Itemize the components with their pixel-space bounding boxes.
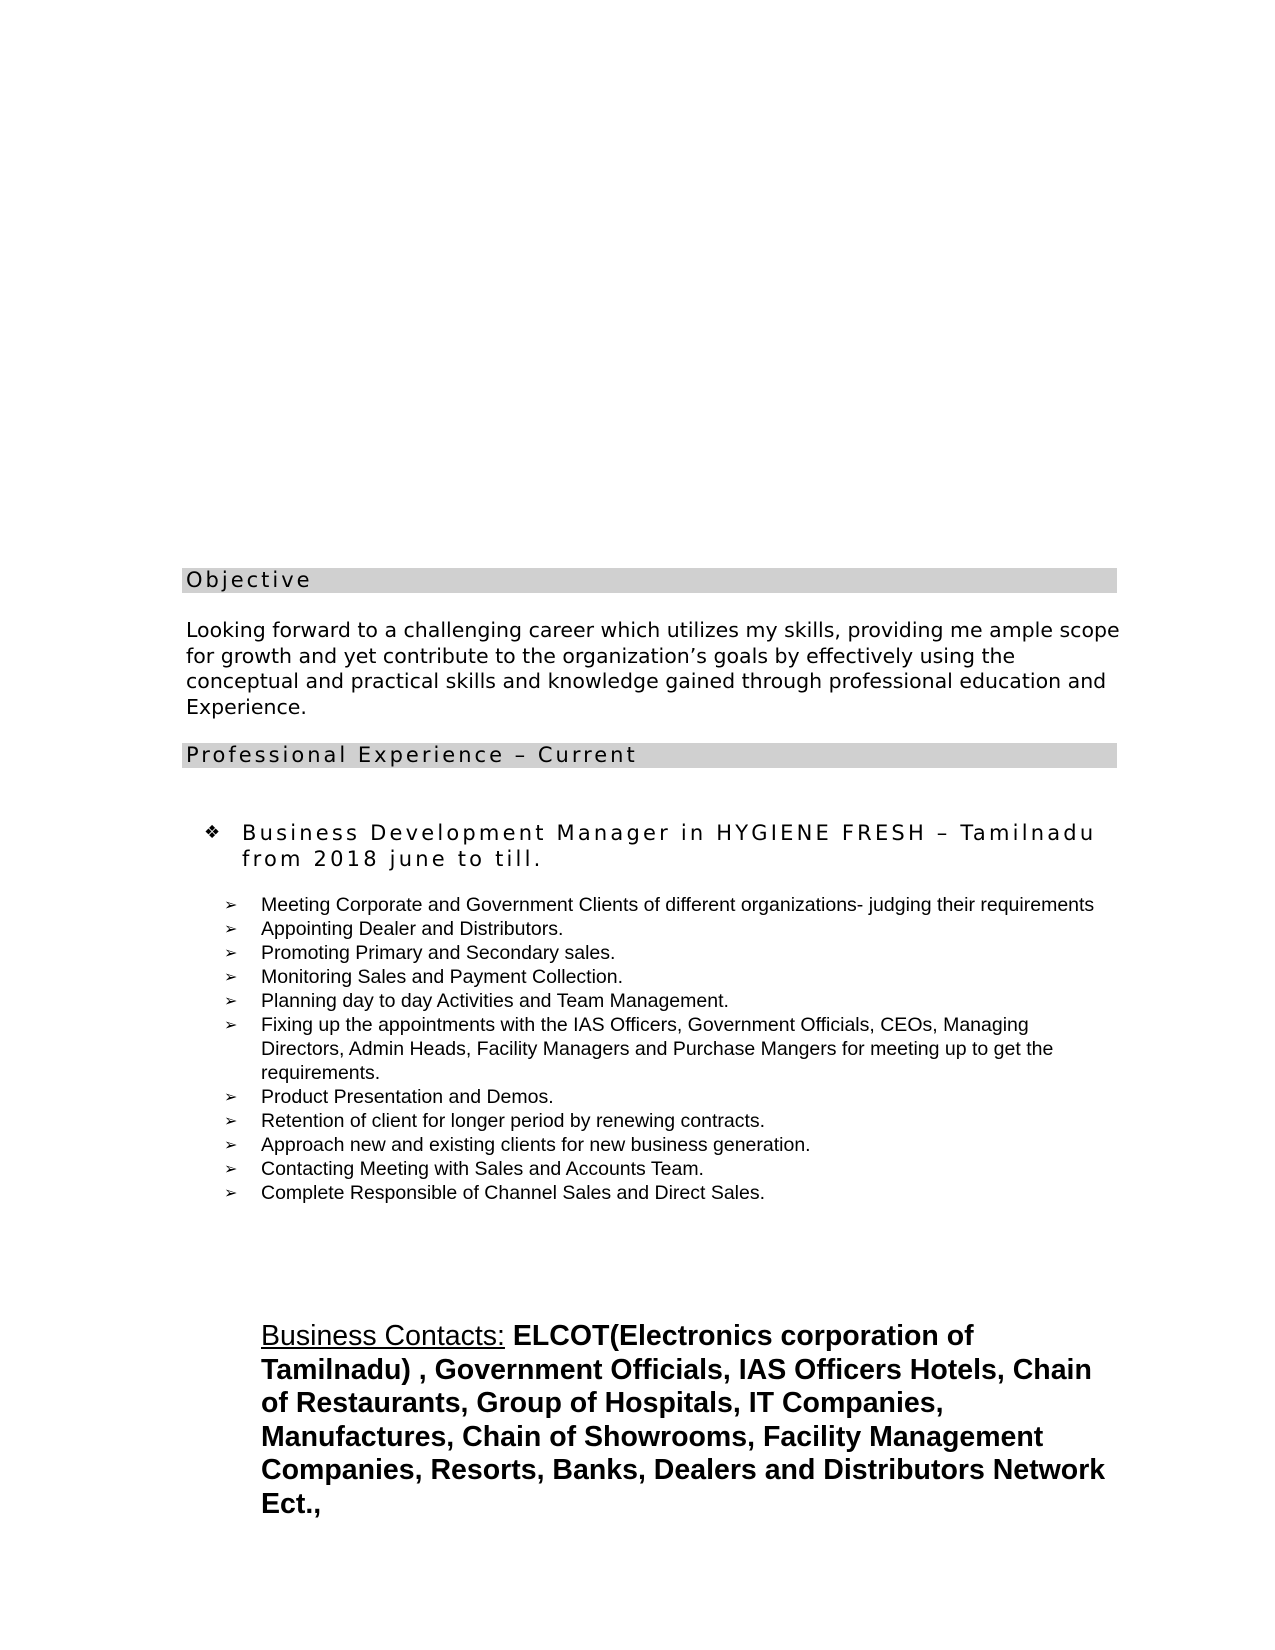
- business-contacts-text: ELCOT(Electronics corporation of Tamilnadu) , Government Officials, IAS Officers Hotels, Chain of Restaurants, Group of Hospitals, IT Companies, Manufactures, Chain of Showrooms, Facility Management Companies, Resorts, Banks, Dealers and Distributors Network Ect.,: [261, 1320, 1106, 1520]
- duty-text: Contacting Meeting with Sales and Accounts Team.: [261, 1158, 704, 1180]
- list-item: [224, 965, 1114, 989]
- experience-heading: Professional Experience – Current: [182, 743, 1117, 768]
- business-contacts-label: Business Contacts:: [261, 1320, 505, 1352]
- arrow-bullet-icon: ➢: [224, 1087, 238, 1106]
- list-item: [224, 1109, 1114, 1133]
- list-item: [224, 1181, 1114, 1205]
- arrow-bullet-icon: ➢: [224, 1015, 238, 1034]
- list-item: [224, 1133, 1114, 1157]
- list-item: [224, 1013, 1114, 1085]
- duty-text: Retention of client for longer period by renewing contracts.: [261, 1110, 766, 1132]
- arrow-bullet-icon: ➢: [224, 1135, 238, 1154]
- duty-text: Approach new and existing clients for new business generation.: [261, 1134, 811, 1156]
- duty-text: Promoting Primary and Secondary sales.: [261, 942, 616, 964]
- arrow-bullet-icon: ➢: [224, 1159, 238, 1178]
- duty-text: Meeting Corporate and Government Clients of different organizations- judging their requirements: [261, 894, 1095, 916]
- list-item: [224, 941, 1114, 965]
- diamond-bullet-icon: ❖: [204, 822, 221, 843]
- duty-text: Monitoring Sales and Payment Collection.: [261, 966, 624, 988]
- business-contacts: [261, 1320, 1121, 1521]
- list-item: [224, 989, 1114, 1013]
- duty-text: Fixing up the appointments with the IAS Officers, Government Officials, CEOs, Managing Directors, Admin Heads, Facility Managers and Purchase Mangers for meeting up to get the requirements.: [261, 1014, 1054, 1084]
- list-item: [224, 1085, 1114, 1109]
- duties-list: [224, 893, 1114, 1205]
- arrow-bullet-icon: ➢: [224, 1183, 238, 1202]
- duty-text: Planning day to day Activities and Team Management.: [261, 990, 729, 1012]
- arrow-bullet-icon: ➢: [224, 943, 238, 962]
- duty-text: Complete Responsible of Channel Sales and Direct Sales.: [261, 1182, 766, 1204]
- duty-text: Product Presentation and Demos.: [261, 1086, 554, 1108]
- list-item: [224, 1157, 1114, 1181]
- duty-text: Appointing Dealer and Distributors.: [261, 918, 564, 940]
- objective-text: Looking forward to a challenging career which utilizes my skills, providing me ample scope for growth and yet contribute to the organization’s goals by effectively using the conceptual and practical skills and knowledge gained through professional education and Experience.: [186, 618, 1120, 719]
- arrow-bullet-icon: ➢: [224, 895, 238, 914]
- list-item: [224, 893, 1114, 917]
- list-item: [224, 917, 1114, 941]
- arrow-bullet-icon: ➢: [224, 991, 238, 1010]
- arrow-bullet-icon: ➢: [224, 919, 238, 938]
- objective-heading: Objective: [182, 568, 1117, 593]
- arrow-bullet-icon: ➢: [224, 967, 238, 986]
- job-heading: [204, 820, 1124, 872]
- job-title: Business Development Manager in HYGIENE FRESH – Tamilnadu from 2018 june to till.: [242, 821, 1097, 871]
- arrow-bullet-icon: ➢: [224, 1111, 238, 1130]
